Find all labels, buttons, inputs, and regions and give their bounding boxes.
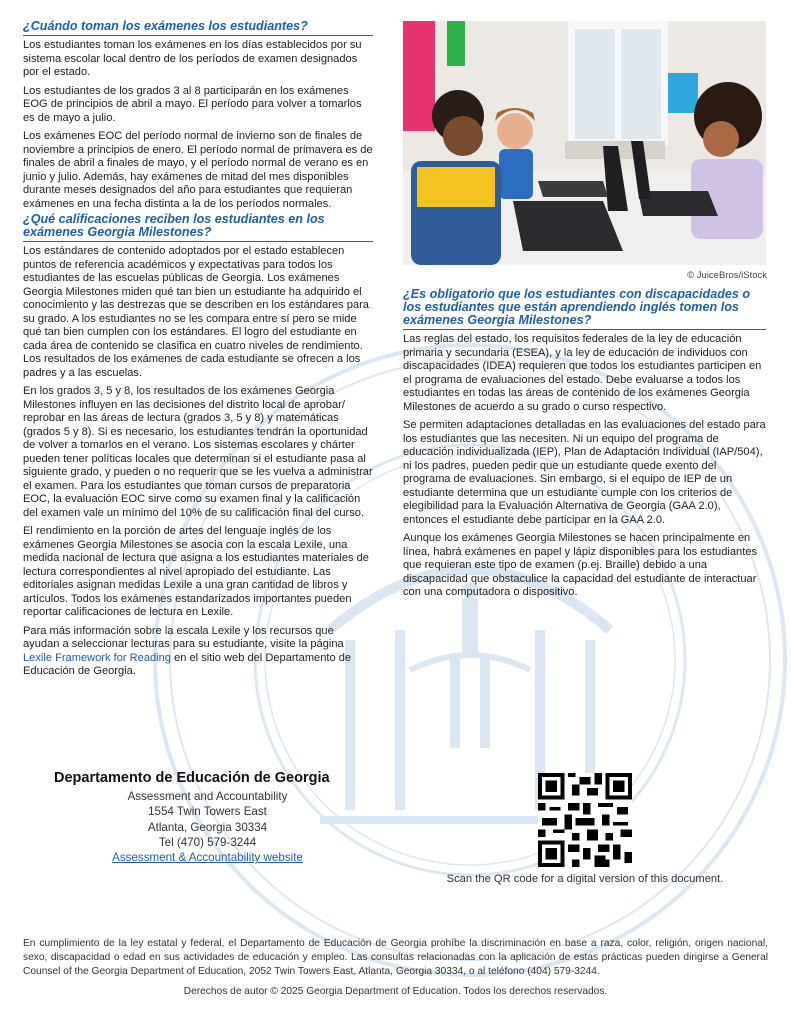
heading-scores: ¿Qué calificaciones reciben los estudiantes en los exámenes Georgia Milestones? [23,213,373,242]
right-column [403,288,766,605]
paragraph: Los estándares de contenido adoptados por el estado establecen puntos de referencia académicos y expectativas para todos los estudiantes de las escuelas públicas de Georgia. Los exámenes Georgia Milestones miden qué tan bien un estudiante ha adquirido el conocimiento y las destrezas que se describen en los estándares para su grado. A los estudiantes no se les compara entre sí pero se mide qué tan bien cumplen con los estándares. El logro del estudiante en cada área de contenido se clasifica en cuatro niveles de rendimiento. Los resultados de los exámenes de cada estudiante se ofrecen a los padres y a las escuelas. [23,245,369,379]
paragraph: Aunque los exámenes Georgia Milestones se hacen principalmente en línea, habrá exámenes en papel y lápiz disponibles para los estudiantes que requieran este tipo de examen (p.ej. Braille) debido a una discapacidad que obstaculice la capacidad del estudiante de interactuar con una computadora o dispositivo. [403,532,757,598]
qr-code[interactable] [538,773,632,867]
department-name: Departamento de Educación de Georgia [54,770,330,786]
paragraph: El rendimiento en la porción de artes del lenguaje inglés de los exámenes Georgia Milestones se asocia con la escala Lexile, una medida nacional de lectura que asigna a los estudiantes materiales de lectura correspondientes al nivel apropiado del estudiante. Las editoriales asignan medidas Lexile a una gran cantidad de libros y artículos. Todos los exámenes estandarizados importantes pueden reportar calificaciones de lectura en Lexile. [23,525,369,618]
nondiscrimination-notice: En cumplimiento de la ley estatal y federal, el Departamento de Educación de Georgia prohíbe la discriminación en base a raza, color, religión, origen nacional, sexo, discapacidad o edad en sus actividades de educación y empleo. Las consultas relacionadas con la aplicación de estas prácticas pueden dirigirse a General Counsel of the Georgia Department of Education, 2052 Twin Towers East, Atlanta, Georgia 30334, o al teléfono (404) 579-3244. [23,938,768,977]
address-line-1: 1554 Twin Towers East [148,805,267,819]
contact-block [50,770,365,865]
paragraph: Se permiten adaptaciones detalladas en las evaluaciones del estado para los estudiantes que las necesiten. Ni un equipo del programa de educación individualizada (IEP), Plan de Adaptación Individual (IAP/504), ni los padres, pueden pedir que un estudiante quede exento del programa de evaluaciones. Sin embargo, si el equipo de IEP de un estudiante determina que un estudiante cumple con los criterios de elegibilidad para la Evaluación Alternativa de Georgia (GAA 2.0), entonces el estudiante debe participar en la GAA 2.0. [403,419,766,526]
assessment-website-link[interactable]: Assessment & Accountability website [112,851,303,865]
heading-disabilities-esl: ¿Es obligatorio que los estudiantes con discapacidades o los estudiantes que están aprendiendo inglés tomen los exámenes Georgia Milestones? [403,288,766,330]
paragraph: En los grados 3, 5 y 8, los resultados de los exámenes Georgia Milestones influyen en las decisiones del distrito local de aprobar/ reprobar en las áreas de lectura (grados 3, 5 y 8) y matemáticas (grados 5 y 8). Si es necesario, los estudiantes tendrán la oportunidad de volver a tomarlos en el verano. Los sistemas escolares y chárter pueden tener políticas locales que determinan si el estudiante pasa al siguiente grado, y pueden o no requerir que se les vuelva a administrar el examen. Para los estudiantes que toman cursos de preparatoria EOC, la evaluación EOC sirve como su examen final y la calificación del examen vale un mínimo del 10% de su calificación final del curso. [23,385,373,519]
paragraph: Los exámenes EOC del período normal de invierno son de finales de noviembre a principios de enero. El período normal de primavera es de finales de abril a finales de mayo, y el período normal de verano es en junio y julio. Además, hay exámenes de mitad del mes disponibles durante meses designados del año para estudiantes que requieran exámenes en una fecha distinta a la de los períodos normales. [23,130,373,210]
left-column [23,20,373,684]
paragraph: Los estudiantes de los grados 3 al 8 participarán en los exámenes EOG de principios de abril a mayo. El período para volver a tomarlos es de mayo a julio. [23,84,362,124]
heading-when-tests: ¿Cuándo toman los exámenes los estudiantes? [23,20,373,36]
paragraph: Las reglas del estado, los requisitos federales de la ley de educación primaria y secundaria (ESEA), y la ley de educación de individuos con discapacidades (IDEA) requieren que todos los estudiantes participen en el programa de evaluaciones del estado. Debe evaluarse a todos los estudiantes en todas las áreas de contenido de los exámenes Georgia Milestones de acuerdo a su grado o curso respectivo. [403,333,762,413]
paragraph: Los estudiantes toman los exámenes en los días establecidos por su sistema escolar local dentro de los períodos de examen designados por el estado. [23,39,362,78]
office-name: Assessment and Accountability [127,790,288,803]
copyright: Derechos de autor © 2025 Georgia Department of Education. Todos los derechos reservados. [183,986,608,997]
phone-number: Tel (470) 579-3244 [158,835,257,849]
paragraph-lexile-info: Para más información sobre la escala Lexile y los recursos que ayudan a seleccionar lecturas para su estudiante, visite la página Lexile Framework for Reading en el sitio web del Departamento de Educación de Georgia. [23,624,352,677]
photo-credit: © JuiceBros/iStock [687,270,767,281]
students-laptops-photo [403,21,766,265]
qr-caption: Scan the QR code for a digital version of this document. [446,873,724,885]
address-line-2: Atlanta, Georgia 30334 [147,820,268,834]
lexile-framework-link[interactable]: Lexile Framework for Reading [23,651,171,664]
